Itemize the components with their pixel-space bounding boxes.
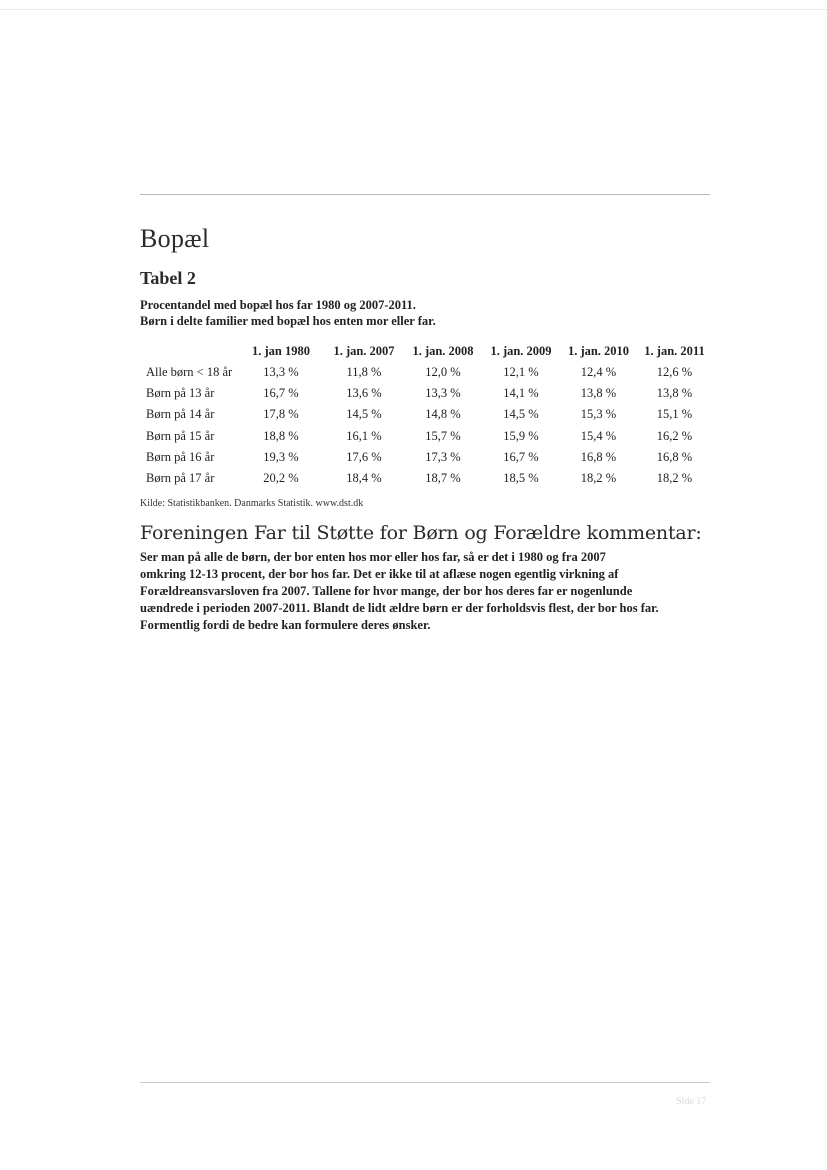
table-cell: 18,4 % [346,471,382,486]
table-cell: 18,8 % [263,428,299,443]
section-title: Bopæl [140,224,210,253]
table-row [140,404,712,425]
comment-paragraph [140,549,715,634]
table-cell: 14,5 % [503,407,539,422]
table-cell: 12,1 % [503,365,539,380]
table-cell: 14,1 % [503,386,539,401]
comment-line: Formentlig fordi de bedre kan formulere deres ønsker. [140,618,431,632]
table-cell: 15,7 % [425,428,461,443]
footer-rule [140,1082,710,1083]
table-cell: 13,8 % [580,386,617,401]
comment-line: omkring 12-13 procent, der bor hos far. Det er ikke til at aflæse nogen egentlig virkning af [140,567,619,581]
table-cell: 18,5 % [503,471,539,486]
table-cell: 12,0 % [425,365,461,380]
row-label: Børn på 16 år [146,449,215,464]
table-cell: 16,8 % [580,449,617,464]
table-cell: 13,3 % [263,365,299,380]
table-cell: 16,7 % [503,449,539,464]
table-row [140,362,712,383]
table-cell: 14,8 % [425,407,461,422]
row-label: Alle børn < 18 år [146,365,233,380]
table-cell: 15,3 % [580,407,617,422]
column-header: 1. jan. 2007 [333,343,395,358]
caption-line: Procentandel med bopæl hos far 1980 og 2007-2011. [140,298,416,312]
column-header: 1. jan 1980 [252,343,310,358]
comment-line: Ser man på alle de børn, der bor enten hos mor eller hos far, så er det i 1980 og fra 2007 [140,550,606,564]
source-note: Kilde: Statistikbanken. Danmarks Statistik. www.dst.dk [140,498,364,509]
table-cell: 12,6 % [656,365,693,380]
table-title: Tabel 2 [140,268,196,288]
table-cell: 18,2 % [580,471,617,486]
row-label: Børn på 17 år [146,471,215,486]
table-cell: 15,4 % [580,428,617,443]
table-cell: 15,9 % [503,428,539,443]
table-cell: 16,7 % [263,386,299,401]
table-cell: 12,4 % [580,365,617,380]
table-cell: 18,2 % [656,471,693,486]
table-cell: 13,8 % [656,386,693,401]
column-header [140,340,238,362]
row-label: Børn på 15 år [146,428,215,443]
table-cell: 16,8 % [656,449,693,464]
caption-line: Børn i delte familier med bopæl hos enten mor eller far. [140,314,436,328]
table-header-row [140,340,712,362]
table-row [140,468,712,489]
column-header: 1. jan. 2011 [644,343,705,358]
scan-edge-line [0,9,827,10]
table-cell: 19,3 % [263,449,299,464]
table-cell: 17,3 % [425,449,461,464]
page-number: Side 17 [676,1096,707,1107]
table-cell: 14,5 % [346,407,382,422]
table-cell: 13,6 % [346,386,382,401]
table-cell: 17,8 % [263,407,299,422]
column-header: 1. jan. 2008 [412,343,474,358]
table-cell: 17,6 % [346,449,382,464]
row-label: Børn på 13 år [146,386,215,401]
table-cell: 15,1 % [656,407,693,422]
table-cell: 20,2 % [263,471,299,486]
row-label: Børn på 14 år [146,407,215,422]
table-cell: 16,1 % [346,428,382,443]
residence-table [140,340,712,489]
table-cell: 11,8 % [346,365,382,380]
table-row [140,447,712,468]
table-cell: 13,3 % [425,386,461,401]
table-caption [140,297,436,329]
table-cell: 16,2 % [656,428,693,443]
column-header: 1. jan. 2009 [490,343,552,358]
column-header: 1. jan. 2010 [567,343,630,358]
comment-line: uændrede i perioden 2007-2011. Blandt de lidt ældre børn er der forholdsvis flest, der bor hos far. [140,601,659,615]
header-rule [140,194,710,195]
table-row [140,426,712,447]
comment-heading: Foreningen Far til Støtte for Børn og Forældre kommentar: [140,522,702,544]
table-cell: 18,7 % [425,471,461,486]
table-row [140,383,712,404]
comment-line: Forældreansvarsloven fra 2007. Tallene for hvor mange, der bor hos deres far er nogenlunde [140,584,633,598]
